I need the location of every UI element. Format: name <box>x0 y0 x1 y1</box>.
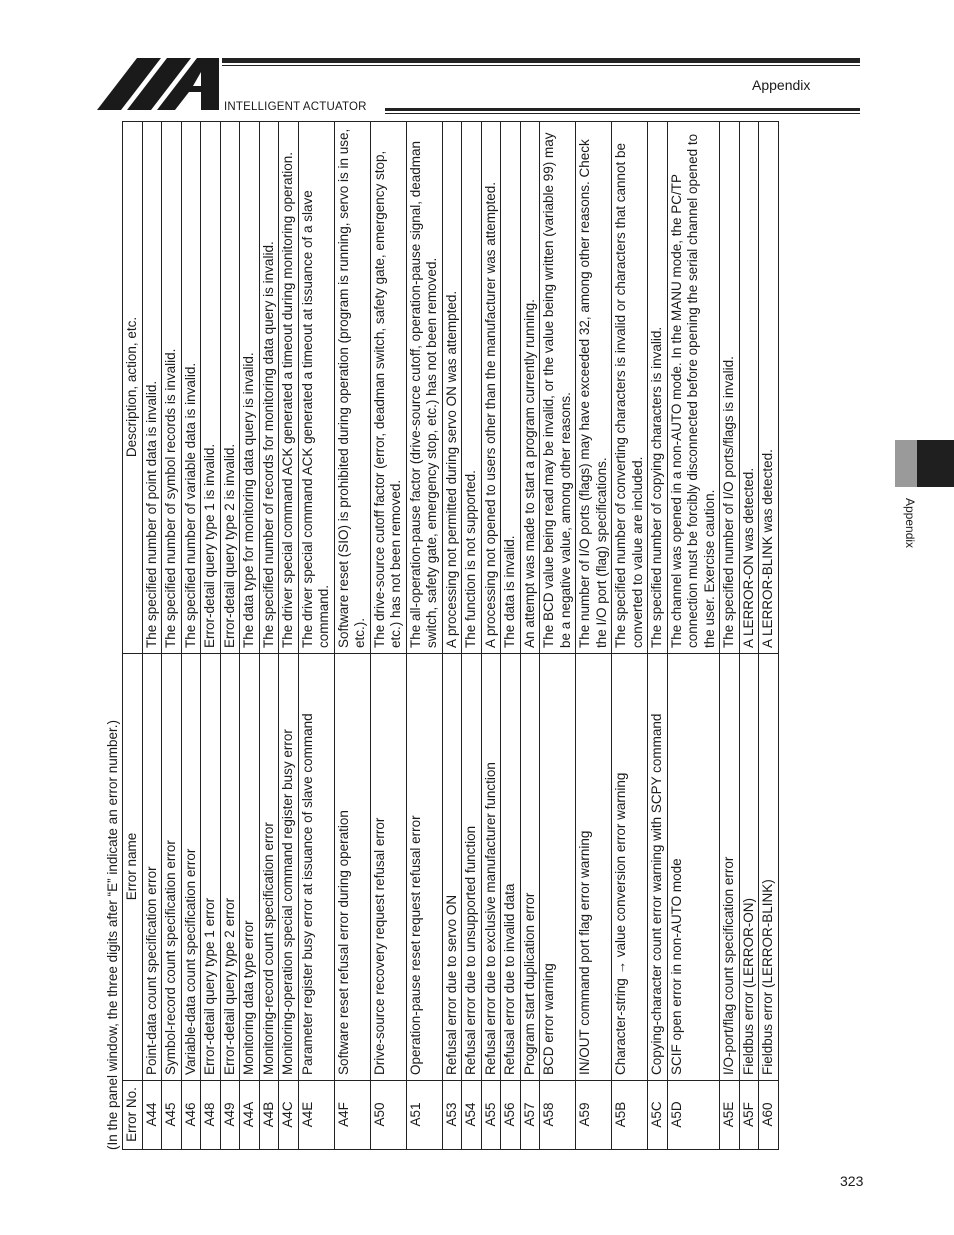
table-row <box>162 122 182 1150</box>
error-code-cell: A57 <box>520 1081 540 1150</box>
error-name-cell: Parameter register busy error at issuance of slave command <box>298 654 334 1081</box>
error-code-cell: A4A <box>240 1081 260 1150</box>
table-row <box>201 122 221 1150</box>
table-row <box>481 122 501 1150</box>
error-name-cell: I/O-port/flag count specification error <box>720 654 740 1081</box>
error-name-cell: Point-data count specification error <box>142 654 162 1081</box>
table-row <box>667 122 720 1150</box>
error-name-cell: Program start duplication error <box>520 654 540 1081</box>
table-row <box>612 122 648 1150</box>
error-code-cell: A55 <box>481 1081 501 1150</box>
table-row <box>240 122 260 1150</box>
error-code-cell: A45 <box>162 1081 182 1150</box>
side-tab-label: Appendix <box>903 498 917 549</box>
table-row <box>759 122 779 1150</box>
description-cell: The specified number of converting characters is invalid or characters that cannot be converted to value are included. <box>612 122 648 654</box>
description-cell: The number of I/O ports (flags) may have exceeded 32, among other reasons. Check the I/O port (flag) specifications. <box>576 122 612 654</box>
error-code-cell: A4B <box>259 1081 279 1150</box>
description-cell: The specified number of I/O ports/flags is invalid. <box>720 122 740 654</box>
error-code-cell: A49 <box>220 1081 240 1150</box>
error-code-cell: A48 <box>201 1081 221 1150</box>
table-row <box>298 122 334 1150</box>
description-cell: Error-detail query type 2 is invalid. <box>220 122 240 654</box>
error-code-cell: A5D <box>667 1081 720 1150</box>
table-row <box>576 122 612 1150</box>
error-code-cell: A4C <box>279 1081 299 1150</box>
description-cell: The drive-source cutoff factor (error, deadman switch, safety gate, emergency stop, etc.) has not been removed. <box>370 122 406 654</box>
description-cell: The function is not supported. <box>462 122 482 654</box>
table-row <box>720 122 740 1150</box>
error-name-cell: Variable-data count specification error <box>181 654 201 1081</box>
brand-name: INTELLIGENT ACTUATOR <box>224 101 367 113</box>
error-name-cell: Refusal error due to unsupported function <box>462 654 482 1081</box>
description-cell: An attempt was made to start a program currently running. <box>520 122 540 654</box>
error-name-cell: Monitoring data type error <box>240 654 260 1081</box>
error-code-cell: A51 <box>406 1081 442 1150</box>
error-code-cell: A54 <box>462 1081 482 1150</box>
description-cell: The specified number of variable data is invalid. <box>181 122 201 654</box>
error-code-cell: A5C <box>648 1081 668 1150</box>
error-table <box>122 121 779 1150</box>
error-name-cell: Symbol-record count specification error <box>162 654 182 1081</box>
error-name-cell: Operation-pause reset request refusal error <box>406 654 442 1081</box>
table-row <box>279 122 299 1150</box>
side-tab-marker <box>895 440 954 487</box>
page-number: 323 <box>840 1173 864 1189</box>
error-code-cell: A5F <box>739 1081 759 1150</box>
error-name-cell: Fieldbus error (LERROR-BLINK) <box>759 654 779 1081</box>
error-name-cell: Refusal error due to exclusive manufacturer function <box>481 654 501 1081</box>
section-title: Appendix <box>752 77 811 93</box>
iai-logo-icon <box>97 58 219 110</box>
description-cell: The data is invalid. <box>501 122 521 654</box>
error-code-cell: A53 <box>442 1081 462 1150</box>
error-code-cell: A60 <box>759 1081 779 1150</box>
description-cell: The specified number of symbol records is invalid. <box>162 122 182 654</box>
error-table-block <box>103 122 856 1150</box>
table-row <box>220 122 240 1150</box>
error-code-cell: A5B <box>612 1081 648 1150</box>
table-row <box>406 122 442 1150</box>
table-row <box>259 122 279 1150</box>
table-header-row <box>123 122 143 1150</box>
error-name-cell: Monitoring-record count specification error <box>259 654 279 1081</box>
column-header-error-name: Error name <box>123 654 143 1081</box>
table-row <box>442 122 462 1150</box>
description-cell: The specified number of records for monitoring data query is invalid. <box>259 122 279 654</box>
error-code-cell: A50 <box>370 1081 406 1150</box>
error-name-cell: Copying-character count error warning with SCPY command <box>648 654 668 1081</box>
table-row <box>142 122 162 1150</box>
table-note: (In the panel window, the three digits after “E” indicate an error number.) <box>105 720 120 1150</box>
header-rule <box>222 58 860 63</box>
description-cell: The specified number of copying characters is invalid. <box>648 122 668 654</box>
error-code-cell: A5E <box>720 1081 740 1150</box>
description-cell: The all-operation-pause factor (drive-source cutoff, operation-pause signal, deadman switch, safety gate, emergency stop, etc.) has not been removed. <box>406 122 442 654</box>
error-code-cell: A4F <box>334 1081 370 1150</box>
error-name-cell: Error-detail query type 1 error <box>201 654 221 1081</box>
table-row <box>501 122 521 1150</box>
error-code-cell: A56 <box>501 1081 521 1150</box>
table-row <box>181 122 201 1150</box>
header-rule-thin <box>222 65 860 66</box>
error-name-cell: SCIF open error in non-AUTO mode <box>667 654 720 1081</box>
error-code-cell: A46 <box>181 1081 201 1150</box>
error-code-cell: A4E <box>298 1081 334 1150</box>
error-code-cell: A44 <box>142 1081 162 1150</box>
error-name-cell: Monitoring-operation special command register busy error <box>279 654 299 1081</box>
error-name-cell: Software reset refusal error during operation <box>334 654 370 1081</box>
description-cell: A LERROR-ON was detected. <box>739 122 759 654</box>
brand-rule-thin <box>385 113 860 114</box>
description-cell: The driver special command ACK generated a timeout at issuance of a slave command. <box>298 122 334 654</box>
table-row <box>370 122 406 1150</box>
table-row <box>648 122 668 1150</box>
error-name-cell: BCD error warning <box>540 654 576 1081</box>
error-name-cell: Refusal error due to servo ON <box>442 654 462 1081</box>
description-cell: A LERROR-BLINK was detected. <box>759 122 779 654</box>
table-row <box>540 122 576 1150</box>
description-cell: A processing not permitted during servo ON was attempted. <box>442 122 462 654</box>
error-code-cell: A59 <box>576 1081 612 1150</box>
description-cell: The BCD value being read may be invalid, or the value being written (variable 99) may be a negative value, among other reasons. <box>540 122 576 654</box>
error-name-cell: Character-string → value conversion error warning <box>612 654 648 1081</box>
description-cell: A processing not opened to users other than the manufacturer was attempted. <box>481 122 501 654</box>
column-header-error-no: Error No. <box>123 1081 143 1150</box>
description-cell: The data type for monitoring data query is invalid. <box>240 122 260 654</box>
brand-rule <box>385 108 860 111</box>
error-name-cell: Refusal error due to invalid data <box>501 654 521 1081</box>
table-row <box>462 122 482 1150</box>
error-name-cell: Drive-source recovery request refusal error <box>370 654 406 1081</box>
error-name-cell: Error-detail query type 2 error <box>220 654 240 1081</box>
description-cell: The specified number of point data is invalid. <box>142 122 162 654</box>
error-code-cell: A58 <box>540 1081 576 1150</box>
description-cell: The channel was opened in a non-AUTO mode. In the MANU mode, the PC/TP connection must be forcibly disconnected before opening the serial channel opened to the user. Exercise caution. <box>667 122 720 654</box>
description-cell: The driver special command ACK generated a timeout during monitoring operation. <box>279 122 299 654</box>
description-cell: Software reset (SIO) is prohibited during operation (program is running, servo is in use, etc.). <box>334 122 370 654</box>
description-cell: Error-detail query type 1 is invalid. <box>201 122 221 654</box>
column-header-description: Description, action, etc. <box>123 122 143 654</box>
error-name-cell: Fieldbus error (LERROR-ON) <box>739 654 759 1081</box>
table-row <box>334 122 370 1150</box>
error-name-cell: IN/OUT command port flag error warning <box>576 654 612 1081</box>
table-row <box>739 122 759 1150</box>
table-row <box>520 122 540 1150</box>
